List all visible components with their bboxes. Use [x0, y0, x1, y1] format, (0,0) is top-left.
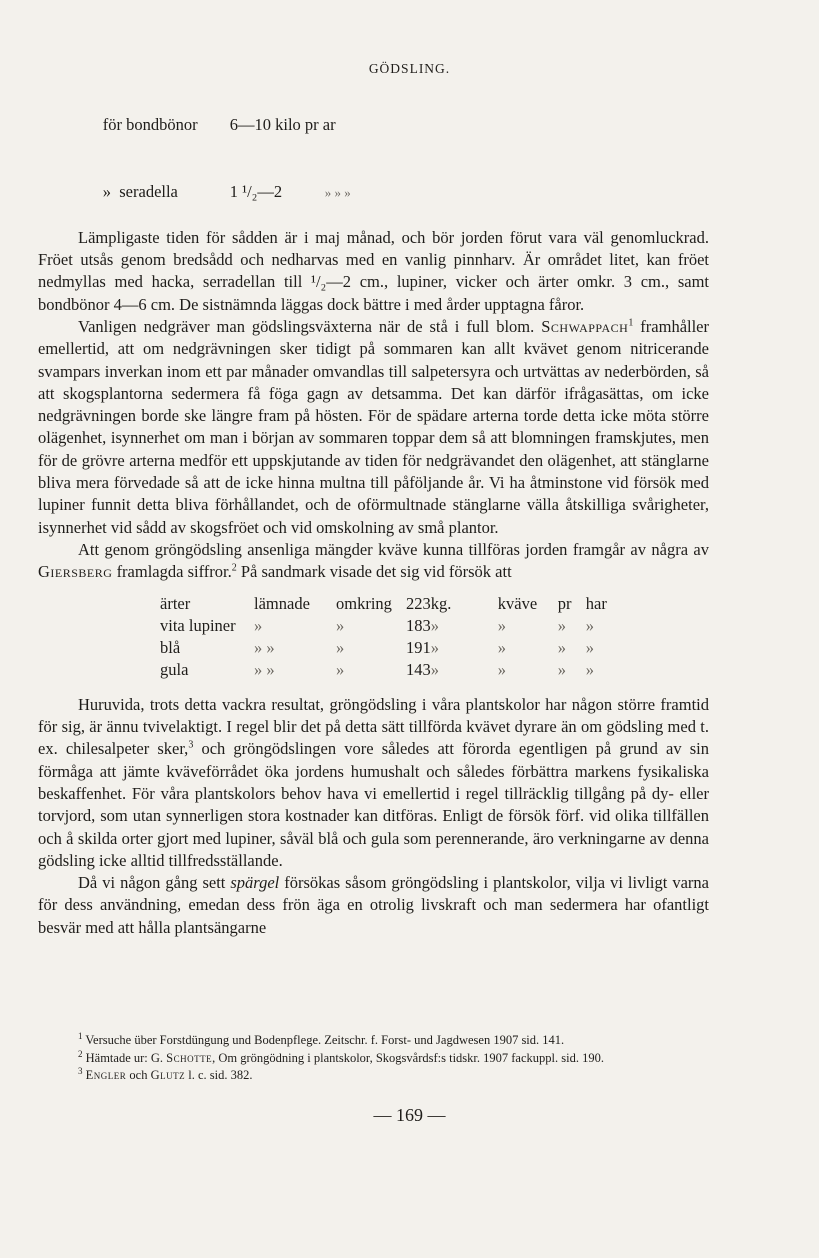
nitrogen-cell-area: »: [585, 660, 594, 680]
author-name: Glutz: [150, 1068, 186, 1082]
nitrogen-cell-verb: » »: [254, 638, 275, 658]
nitrogen-cell-pre: omkring: [336, 593, 392, 613]
author-name: Engler: [85, 1068, 127, 1082]
nitrogen-cell-name: ärter: [160, 593, 191, 613]
nitrogen-row: [160, 637, 607, 659]
nitrogen-cell-amount: 183: [406, 615, 431, 635]
nitrogen-cell-per: pr: [557, 593, 572, 613]
nitrogen-cell-area: har: [585, 593, 607, 613]
nitrogen-row: [160, 659, 607, 681]
footnote-ref: 3: [188, 739, 194, 751]
footnote-mark: 3: [78, 1065, 83, 1076]
emphasis: spärgel: [230, 873, 280, 893]
nitrogen-cell-nitro: »: [497, 660, 506, 680]
nitrogen-cell-nitro: »: [497, 638, 506, 658]
nitrogen-row: [160, 615, 607, 637]
nitrogen-cell-nitro: kväve: [497, 593, 538, 613]
nitrogen-cell-unit: kg.: [430, 593, 452, 613]
nitrogen-cell-amount: 223: [406, 593, 431, 613]
footnote-ref: 2: [231, 562, 237, 574]
rate-crop: för bondbönor: [102, 115, 198, 135]
body-text: [38, 92, 709, 939]
rate-amount: 1 ¹/₂—2: [229, 182, 283, 202]
nitrogen-cell-amount: 191: [406, 638, 431, 658]
nitrogen-table: [160, 593, 607, 682]
nitrogen-cell-verb: »: [254, 615, 263, 635]
footnote: $^2$ Hämtade ur: G. Schotte, Om gröngödning i plantskolor, Skogsvårdsf:s tidskr. 1907 fackuppl. sid. 190.: [78, 1048, 604, 1065]
footnote: $^3$ Engler och Glutz l. c. sid. 382.: [78, 1065, 253, 1082]
footnote-mark: 1: [78, 1030, 83, 1041]
nitrogen-cell-nitro: »: [497, 615, 506, 635]
nitrogen-cell-per: »: [557, 615, 566, 635]
nitrogen-cell-verb: lämnade: [254, 593, 310, 613]
nitrogen-cell-unit: »: [430, 638, 439, 658]
nitrogen-table-body: [160, 593, 607, 682]
nitrogen-cell-unit: »: [430, 615, 439, 635]
nitrogen-cell-name: gula: [160, 660, 189, 680]
rate-line-bondbonor: [38, 92, 709, 159]
rate-line-seradella: [38, 159, 709, 227]
nitrogen-cell-area: »: [585, 615, 594, 635]
author-name: Giersberg: [38, 562, 113, 582]
nitrogen-cell-name: blå: [160, 638, 181, 658]
nitrogen-cell-unit: »: [430, 660, 439, 680]
paragraph: Vanligen nedgräver man gödslingsväxterna när de stå i full blom. Schwappach$^1$ framhåller emellertid, att om nedgrävningen sker tidigt på sommaren kan allt kvävet genom nitricerande svampars inverkan inom ett par månader omvandlas till salpetersyra och urtvättas av nederbörden, så att skogsplantorna sedermera få föga gagn av detsamma. Det kan därför ifrågasättas, om icke nedgrävningen borde ske längre fram på hösten. För de spädare arterna torde detta icke möta större olägenhet, isynnerhet om man i början av sommaren toppar dem så att blomningen framskjutes, men för de grövre arterna medför ett uppskjutande av tiden för nedgrävandet den olägenhet, att stänglarne bliva mera förvedade så att de icke hinna multna till påföljande år. Vi ha åtminstone vid försök med lupiner funnit detta bliva förhållandet, och de oförmultnade stänglarne välla åtskilliga svårigheter, isynnerhet vid sådd av skogsfröet och vid omskolning av små plantor.: [38, 316, 710, 537]
nitrogen-cell-pre: »: [336, 660, 345, 680]
rate-amount: 6—10 kilo pr ar: [229, 115, 336, 135]
nitrogen-cell-amount: 143: [406, 660, 431, 680]
nitrogen-cell-per: »: [557, 638, 566, 658]
running-head: GÖDSLING.: [368, 61, 451, 76]
footnote-ref: 1: [628, 317, 634, 329]
paragraph: Att genom gröngödsling ansenliga mängder kväve kunna tillföras jorden framgår av några av Giersberg framlagda siffror.$^2$ På sandmark visade det sig vid försök att: [38, 539, 709, 582]
paragraph: Då vi någon gång sett spärgel försökas såsom gröngödsling i plantskolor, vilja vi livligt varna för dess användning, emedan dess frön äga en otrolig livskraft och man sedermera har ofantligt besvär med att hålla plantsängarne: [38, 873, 709, 937]
nitrogen-cell-pre: »: [336, 615, 345, 635]
author-name: Schwappach: [541, 316, 629, 336]
ditto-mark: »: [102, 182, 111, 202]
nitrogen-cell-verb: » »: [254, 660, 275, 680]
paragraph: Huruvida, trots detta vackra resultat, gröngödsling i våra plantskolor har någon större framtid för sig, är ännu tvivelaktigt. I regel blir det på detta sätt tillförda kvävet dyrare än om gödsling med t. ex. chilesalpeter sker,$^3$ och gröngödslingen vore således att förorda egentligen på grund av sin förmåga att jämte kväveförrådet öka jordens humushalt och således förbättra markens fysikaliska beskaffenhet. För våra plantskolors behov hava vi emellertid i regel tillräcklig tillgång på dy- eller torvjord, som utan synnerligen stora kostnader kan ditföras. Enligt de försök förf. vid olika tillfällen och å skilda orter gjort med lupiner, såväl blå och gula som perennerande, äro verkningarne av denna gödsling icke alltid tillfredsställande.: [38, 694, 710, 870]
page-number: — 169 —: [373, 1105, 446, 1125]
footnote-mark: 2: [78, 1048, 83, 1059]
nitrogen-cell-name: vita lupiner: [160, 615, 236, 635]
nitrogen-row: [160, 593, 607, 615]
footnotes: [38, 1032, 709, 1085]
author-name: Schotte: [166, 1050, 213, 1065]
footnote: $^1$ Versuche über Forstdüngung und Bodenpflege. Zeitschr. f. Forst- und Jagdwesen 1907 sid. 141.: [78, 1030, 565, 1047]
rate-crop: » seradella: [102, 182, 178, 202]
nitrogen-cell-per: »: [557, 660, 566, 680]
nitrogen-cell-pre: »: [336, 638, 345, 658]
paragraph: Lämpligaste tiden för sådden är i maj månad, och bör jorden förut vara väl genomluckrad. Fröet utsås genom bredsådd och nedharvas med en vanlig pinnharv. Är området litet, kan fröet nedmyllas med hacka, serradellan till ¹/₂—2 cm., lupiner, vicker och ärter omkr. 3 cm., samt bondbönor 4—6 cm. De sistnämnda läggas dock bättre i med årder upptagna fåror.: [38, 227, 709, 314]
ditto-marks: » » »: [324, 185, 351, 201]
nitrogen-cell-area: »: [585, 638, 594, 658]
